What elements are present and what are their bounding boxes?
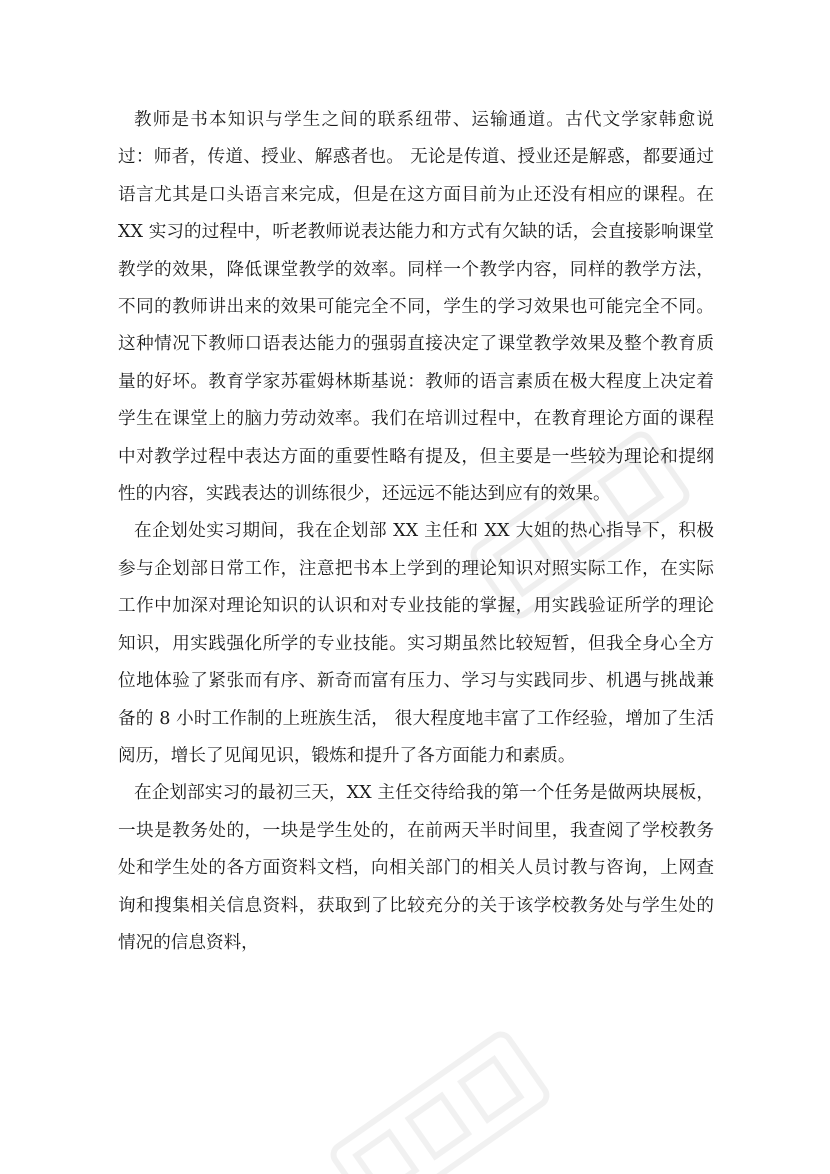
paragraph-teacher-language: 教师是书本知识与学生之间的联系纽带、运输通道。古代文学家韩愈说过：师者，传道、授业、解惑者也。 无论是传道、授业还是解惑，都要通过语言尤其是口头语言来完成，但是在这方面目前为止还没有相应的课程。在 XX 实习的过程中，听老教师说表达能力和方式有欠缺的话，会直接影响课堂教学的效果，降低课堂教学的效率。同样一个教学内容，同样的教学方法，不同的教师讲出来的效果可能完全不同，学生的学习效果也可能完全不同。这种情况下教师口语表达能力的强弱直接决定了课堂教学效果及整个教育质量的好坏。教育学家苏霍姆林斯基说：教师的语言素质在极大程度上决定着学生在课堂上的脑力劳动效率。我们在培训过程中，在教育理论方面的课程中对教学过程中表达方面的重要性略有提及，但主要是一些较为理论和提纲性的内容，实践表达的训练很少，还远远不能达到应有的效果。 (118, 110, 714, 505)
watermark-logo-icon (324, 1025, 556, 1174)
paragraph-planning-internship: 在企划处实习期间，我在企划部 XX 主任和 XX 大姐的热心指导下，积极参与企划部日常工作，注意把书本上学到的理论知识对照实际工作，在实际工作中加深对理论知识的认识和对专业技能的掌握，用实践验证所学的理论知识，用实践强化所学的专业技能。实习期虽然比较短暂，但我全身心全方位地体验了紧张而有序、新奇而富有压力、学习与实践同步、机遇与挑战兼备的 8 小时工作制的上班族生活， 很大程度地丰富了工作经验，增加了生活阅历，增长了见闻见识，锻炼和提升了各方面能力和素质。 (118, 521, 714, 766)
document-body (118, 102, 714, 962)
paragraph-first-task: 在企划部实习的最初三天，XX 主任交待给我的第一个任务是做两块展板，一块是教务处的，一块是学生处的，在前两天半时间里，我查阅了学校教务处和学生处的各方面资料文档，向相关部门的相关人员讨教与咨询，上网查询和搜集相关信息资料，获取到了比较充分的关于该学校教务处与学生处的情况的信息资料， (118, 783, 714, 953)
